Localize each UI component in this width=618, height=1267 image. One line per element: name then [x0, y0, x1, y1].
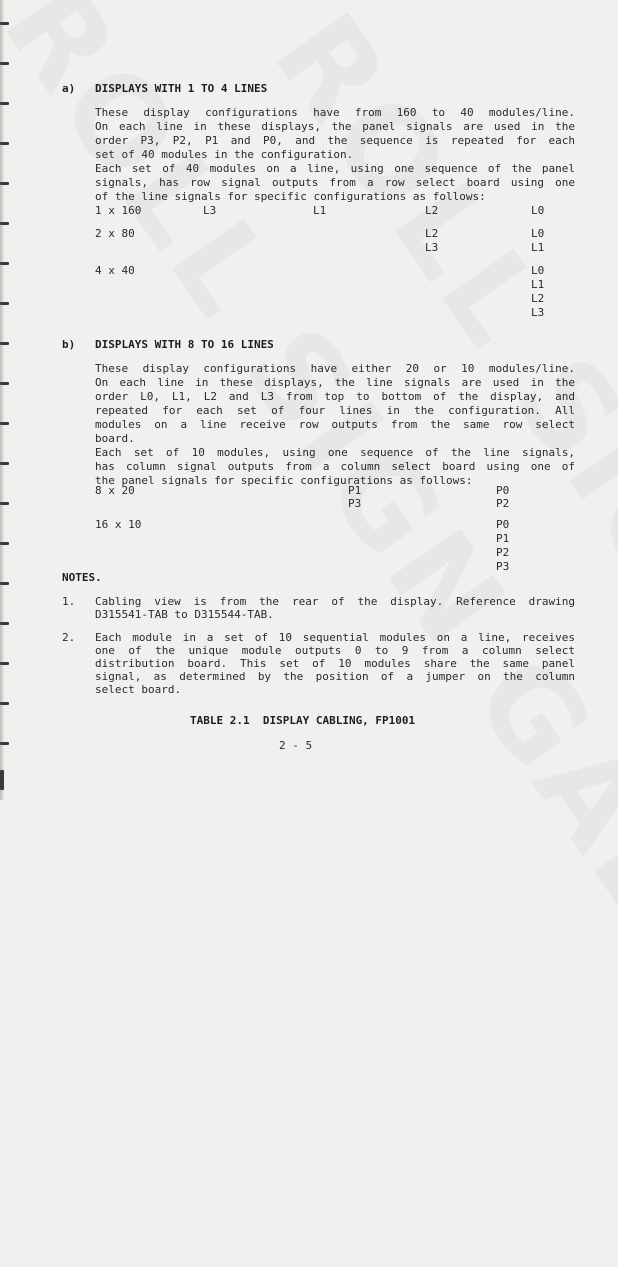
- config-cell: 2 x 80: [95, 227, 135, 240]
- section-a-body-line: Each set of 40 modules on a line, using one sequence of the panel: [95, 162, 575, 175]
- note-line: D315541-TAB to D315544-TAB.: [95, 608, 274, 621]
- section-b-body-line: board.: [95, 432, 135, 445]
- config-cell: 4 x 40: [95, 264, 135, 277]
- signal-cell: L2: [425, 227, 439, 240]
- note-line: Cabling view is from the rear of the display. Reference drawing: [95, 595, 575, 608]
- section-a-body-line: These display configurations have from 160 to 40 modules/line.: [95, 106, 575, 119]
- signal-cell: L3: [203, 204, 217, 217]
- config-cell: 1 x 160: [95, 204, 142, 217]
- section-a-body-line: order P3, P2, P1 and P0, and the sequence is repeated for each: [95, 134, 575, 147]
- section-a-body-line: signals, has row signal outputs from a row select board using one: [95, 176, 575, 189]
- signal-cell: P1: [496, 532, 510, 545]
- section-b-heading: DISPLAYS WITH 8 TO 16 LINES: [95, 338, 274, 351]
- page-edge-shadow: [0, 0, 4, 800]
- signal-cell: P2: [496, 497, 510, 510]
- note-line: signal, as determined by the position of a jumper on the column: [95, 670, 575, 683]
- signal-cell: L3: [425, 241, 439, 254]
- page-number: 2 - 5: [279, 739, 313, 752]
- section-b-body-line: On each line in these displays, the line signals are used in the: [95, 376, 575, 389]
- section-b-body-line: Each set of 10 modules, using one sequence of the line signals,: [95, 446, 575, 459]
- signal-cell: P3: [348, 497, 362, 510]
- section-a-label: a): [62, 82, 76, 95]
- signal-cell: L1: [531, 241, 545, 254]
- signal-cell: L1: [313, 204, 327, 217]
- signal-cell: P2: [496, 546, 510, 559]
- section-a-body-line: of the line signals for specific configurations as follows:: [95, 190, 486, 203]
- section-a-body-line: On each line in these displays, the panel signals are used in the: [95, 120, 575, 133]
- section-b-body-line: has column signal outputs from a column select board using one of: [95, 460, 575, 473]
- note-line: Each module in a set of 10 sequential modules on a line, receives: [95, 631, 575, 644]
- signal-cell: L2: [531, 292, 545, 305]
- section-b-body-line: the panel signals for specific configurations as follows:: [95, 474, 473, 487]
- signal-cell: L0: [531, 264, 545, 277]
- note-line: one of the unique module outputs 0 to 9 from a column select: [95, 644, 575, 657]
- note-line: distribution board. This set of 10 modules share the same panel: [95, 657, 575, 670]
- table-caption: TABLE 2.1 DISPLAY CABLING, FP1001: [190, 714, 416, 727]
- config-cell: 16 x 10: [95, 518, 142, 531]
- signal-cell: L1: [531, 278, 545, 291]
- section-b-body-line: These display configurations have either 20 or 10 modules/line.: [95, 362, 575, 375]
- signal-cell: L3: [531, 306, 545, 319]
- note-line: select board.: [95, 683, 182, 696]
- signal-cell: L0: [531, 227, 545, 240]
- section-b-label: b): [62, 338, 76, 351]
- section-b-body-line: modules on a line receive row outputs from the same row select: [95, 418, 575, 431]
- section-a-heading: DISPLAYS WITH 1 TO 4 LINES: [95, 82, 268, 95]
- note-number: 1.: [62, 595, 76, 608]
- note-number: 2.: [62, 631, 76, 644]
- config-cell: 8 x 20: [95, 484, 135, 497]
- notes-heading: NOTES.: [62, 571, 102, 584]
- signal-cell: P1: [348, 484, 362, 497]
- section-b-body-line: order L0, L1, L2 and L3 from top to bottom of the display, and: [95, 390, 575, 403]
- section-a-body-line: set of 40 modules in the configuration.: [95, 148, 354, 161]
- section-b-body-line: repeated for each set of four lines in the configuration. All: [95, 404, 575, 417]
- signal-cell: L0: [531, 204, 545, 217]
- signal-cell: P3: [496, 560, 510, 573]
- signal-cell: P0: [496, 518, 510, 531]
- signal-cell: P0: [496, 484, 510, 497]
- signal-cell: L2: [425, 204, 439, 217]
